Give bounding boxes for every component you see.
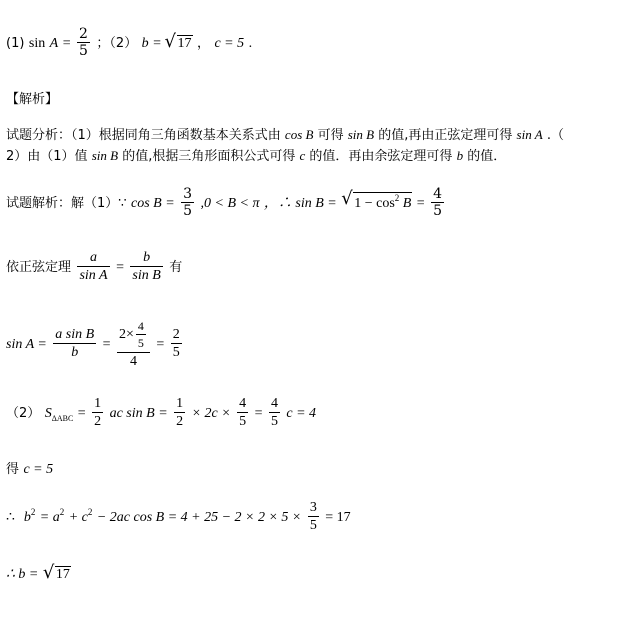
period: . [248, 36, 253, 51]
sin-text: sin [28, 36, 46, 51]
analysis-line-1: 试题分析：（1）根据同角三角函数基本关系式由 cos B 可得 sin B 的值,再由正弦定理可得 sin A .（ [6, 127, 564, 143]
sinA-calc-line: sin A = $\frac{\text{a sin B}}{b}$ = 2× $\frac{4}{5}$ 4 = $\frac{2}{5}$ [6, 319, 180, 369]
comma: ， [196, 36, 210, 51]
fraction-4-5: $\frac{4}{5}$ [433, 186, 443, 219]
fraction-2-5: $\frac{2}{5}$ [79, 26, 88, 59]
fraction-asinB-b: $\frac{\text{a sin B}}{b}$ [55, 327, 95, 360]
fraction-2-5-result: $\frac{2}{5}$ [172, 327, 180, 360]
section-title: 【解析】 [6, 92, 59, 107]
sqrt-17: √ 17 [164, 31, 192, 52]
sqrt-expression: √ $1 - \cos^2 B$ [341, 188, 412, 211]
var-A: A [49, 36, 59, 51]
analysis-line-2: 2）由（1）值 sin B 的值,根据三角形面积公式可得 c 的值．再由余弦定理可得 b 的值． [6, 148, 507, 164]
fraction-b-sinB: $\frac{b}{\text{sin B}}$ [132, 250, 161, 283]
get-c-line: 得 c = 5 [6, 462, 54, 477]
c-equals-5: c = 5 [214, 36, 245, 51]
area-line: （2） $S_{\Delta ABC}$ = $\frac{1}{2}$ ac sin B = $\frac{1}{2}$ × 2c × $\frac{4}{5}$ = $\frac{4}{5}$ c = 4 [6, 396, 317, 429]
cosine-law-line: ∴ $b^2 = a^2 + c^2 - 2ac$ cos B = 4 + 25 − 2 × 2 × 5 × $\frac{3}{5}$ = 17 [6, 500, 351, 533]
final-line: ∴ b = √ 17 [6, 562, 70, 583]
answer-line: (1) sin A = $\frac{2}{5}$ ；（2） b = √ 17 ， c = 5 . [6, 26, 253, 59]
sqrt-17-final: √ 17 [42, 562, 70, 583]
fraction-a-sinA: $\frac{a}{\text{sin A}}$ [79, 250, 108, 283]
solution-line-1: 试题解析：解（1）∵ cos B = $\frac{3}{5}$ ,0 < B < π ，∴ sin B = √ $1 - \cos^2 B$ = $\frac{4}{5}$ [6, 186, 443, 219]
equals: = [62, 36, 71, 51]
answer-separator: ；（2） [96, 36, 138, 51]
law-of-sines-line: 依正弦定理 $\frac{a}{\text{sin A}}$ = $\frac{b}{\text{sin B}}$ 有 [6, 250, 183, 283]
fraction-3-5: $\frac{3}{5}$ [183, 186, 193, 219]
fraction-compound: 2× $\frac{4}{5}$ 4 [117, 318, 150, 370]
answer-part1-label: (1) [6, 36, 25, 51]
var-b: b [141, 36, 149, 51]
